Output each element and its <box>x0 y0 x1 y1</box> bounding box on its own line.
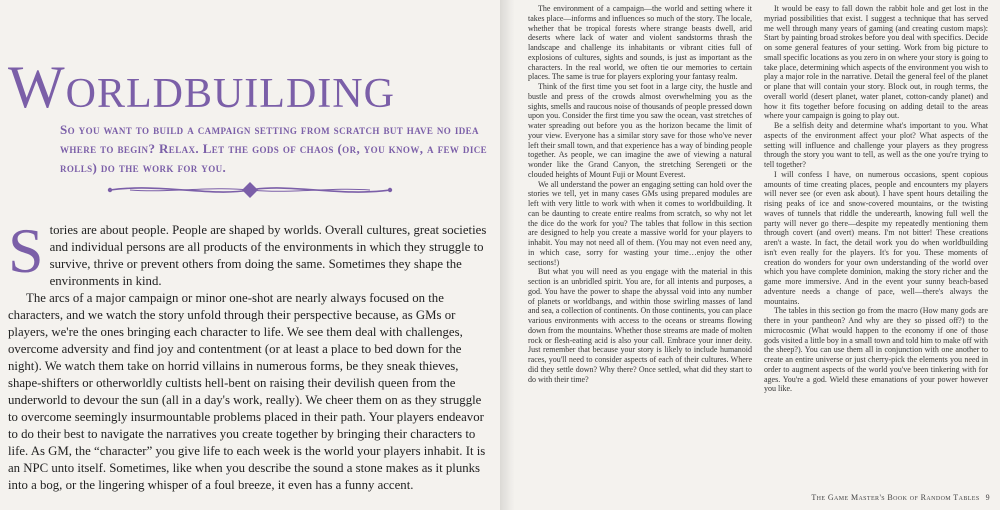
col1-paragraph: The environment of a campaign—the world and setting where it takes place—informs and influences so much of the story. The locale, whether that be tropical forests where strange beasts dwell, arid deserts where lack of water and violent sandstorms thrash the landscape and challenge its inhabitants or vibrant cities full of explosions of cultures, sights and sounds, is just as important as the characters. In the real world, we often tie our memories to certain places. The same is true for players exploring your fantasy realm. <box>528 4 752 82</box>
right-page <box>520 0 1000 510</box>
right-column-2 <box>764 4 988 394</box>
col2-paragraph: The tables in this section go from the macro (How many gods are there in your pantheon? And why are they so pissed off?) to the microcosmic (What would happen to the economy if one of those gods visited a little boy in a small town and told him to make off with the sheep?). You can use them all in conjunction with one another to create an entire universe or just cherry-pick the elements you need in order to augment aspects of the world you've been tinkering with for ages. You're a god. Wield these emanations of your power however you like. <box>764 306 988 394</box>
paragraph-2: The arcs of a major campaign or minor one-shot are nearly always focused on the characters, and we watch the story unfold through their perspective because, as GMs or players, we're the ones bringing each character to life. We see them deal with challenges, overcome adversity and find joy and contentment (or at least a place to bed down for the night). We watch them take on horrid villains in numerous forms, be they sneak thieves, shape-shifters or otherworldly cultists hell-bent on raising their devilish queen from the underworld to devour the sun (all in a day's work, really). We cheer them on as they struggle to overcome seemingly insurmountable problems placed in their path. Your players endeavor to do their best to navigate the narratives you create together by bringing their characters to life. As GM, the “character” you give life to each week is the world your players inhabit. It is an NPC unto itself. Sometimes, like when you describe the sound a stone makes as it plunks into a bog, or the lingering whisper of a foul breeze, it even has a funny accent. <box>8 291 486 492</box>
col1-paragraph: We all understand the power an engaging setting can hold over the stories we tell, yet in many cases GMs using prepared modules are left with very little to work with when it comes to worldbuilding. It can be daunting to create entire realms from scratch, so why not let the dice do the work for you? The tables that follow in this section are designed to help you create a massive world for your players to inhabit. You may not need all of them. (You may not even need any, in which case, sorry for wasting your time…enjoy the other sections!) <box>528 179 752 267</box>
page-title: Worldbuilding <box>8 54 395 120</box>
main-body-text <box>8 215 492 494</box>
decorative-flourish-icon <box>100 179 400 201</box>
paragraph-1-text: tories are about people. People are shaped by worlds. Overall cultures, great societies and individual persons are all products of the environments in which they struggle to survive, thrive or prevent others from doing the same. Sometimes they shape the environments in kind. <box>49 223 487 288</box>
page-footer <box>811 493 990 502</box>
footer-book-title: The Game Master's Book of Random Tables <box>811 493 980 502</box>
col2-paragraph: I will confess I have, on numerous occasions, spent copious amounts of time creating places, people and encounters my players will never see (or even ask about). I have spent hours detailing the rising peaks of ice and snow-covered mountains, or the twisting waves of tunnels that riddle the underearth, knowing full well the party will never go there—despite my repeatedly mentioning them through covert (and overt) means. I'm not bitter! These creations aren't a waste. In fact, the detail work you do when worldbuilding isn't even really for the players. It's for you. These moments of creation do wonders for your own understanding of the world over which you have complete dominion, making the story richer and the game more immersive. And in the event your sunny beach-based adventure needs a change of pace, well—there's always the mountains. <box>764 169 988 306</box>
col1-paragraph: But what you will need as you engage with the material in this section is an unbridled spirit. You are, for all intents and purposes, a god. You have the power to shape the abyssal void into any number of planets or worldbangs, and within those swirling masses of land and sea, a collection of continents. On those continents, you can place various environments with access to the oceans or streams flowing down from the mountains. Whether those streams are made of molten rock or flesh-eating acid is also your call. Embrace your inner deity. Just remember that because your story is likely to include humanoid races, you'll need to consider aspects of each of their cultures. Where did they settle down? Why there? Once settled, what did they start to do with their time? <box>528 267 752 384</box>
col2-paragraph: Be a selfish deity and determine what's important to you. What aspects of the environment affect your plot? What aspects of the setting will influence and challenge your players as they progress through the story you want to tell, as well as the one you're trying to tell together? <box>764 121 988 169</box>
drop-cap: S <box>8 215 44 286</box>
right-column-1 <box>528 4 752 384</box>
col2-paragraph: It would be easy to fall down the rabbit hole and get lost in the myriad possibilities that exist. I suggest a technique that has served me well through many years of gaming (and creating custom maps): Start by painting broad strokes before you deal with specifics. Decide on some general features of your setting. Work from big picture to small specific locations as you zero in on where your story is going to take place, determining which aspects of the environment you wish to play a major role in the narrative. Detail the general feel of the planet or plane that will contain your story. Block out, in rough terms, the overall world (desert planet, water planet, cotton-candy planet) and how it fits together before focusing on adding detail to the areas where your campaign is going to play out. <box>764 4 988 121</box>
intro-subheading: So you want to build a campaign setting from scratch but have no idea where to begin? Relax. Let the gods of chaos (or, you know, a few dice rolls) do the work for you. <box>60 122 488 175</box>
page-number: 9 <box>985 493 990 502</box>
paragraph-1 <box>8 215 492 290</box>
col1-paragraph: Think of the first time you set foot in a large city, the hustle and bustle and press of the crowds almost overwhelming you as the sights, smells and raucous noise of thousands of people pressed down upon you. Consider the first time you saw the ocean, vast stretches of water spreading out before you as the horizon became the limit of your view. Everyone has a similar story save for those who've never left their small town, and that experience has a way of binding people together. As people, we can imagine the awe of viewing a natural wonder like the Grand Canyon, the stretching Serengeti or the clouded heights of Mount Fuji or Mount Everest. <box>528 82 752 179</box>
